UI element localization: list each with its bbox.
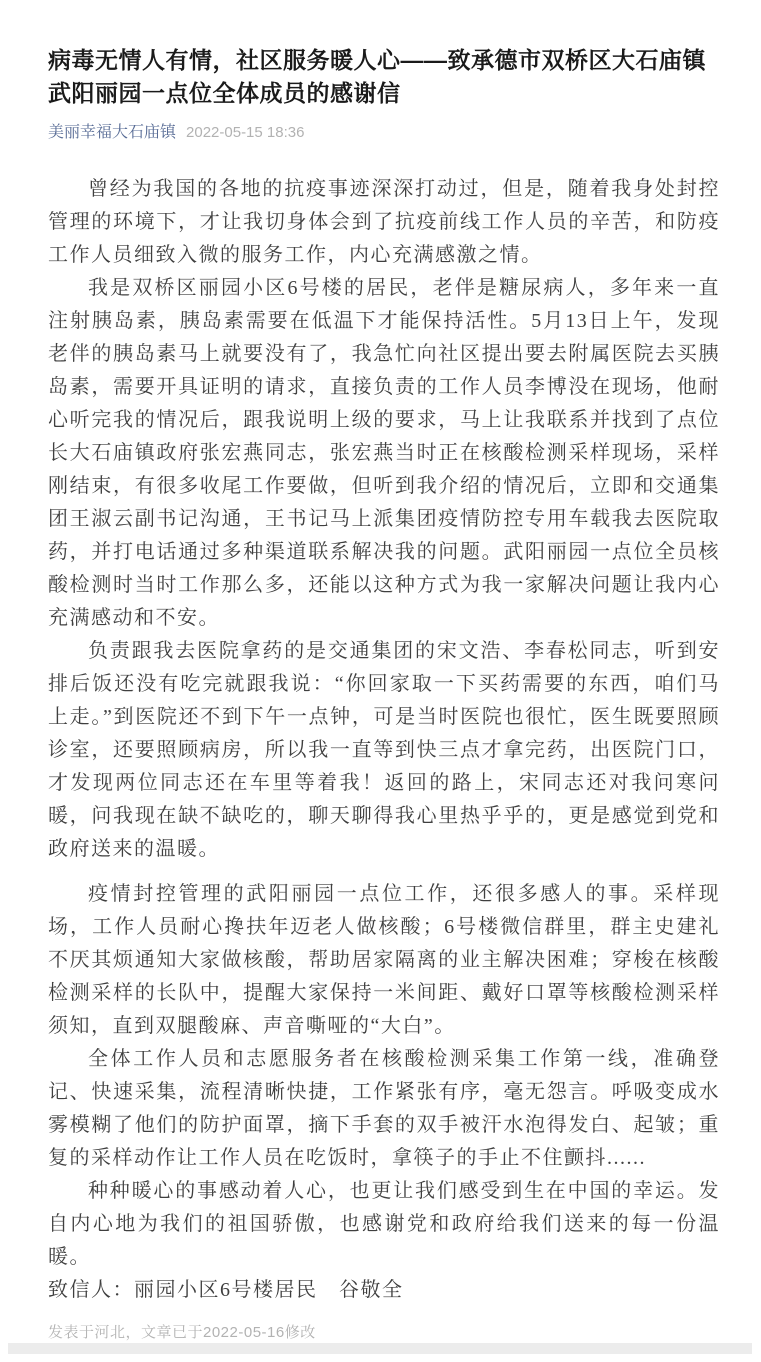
article-title: 病毒无情人有情，社区服务暖人心——致承德市双桥区大石庙镇武阳丽园一点位全体成员的感谢信 — [48, 47, 706, 106]
footer-note — [48, 1323, 720, 1343]
paragraph: 疫情封控管理的武阳丽园一点位工作，还很多感人的事。采样现场，工作人员耐心搀扶年迈老人做核酸；6号楼微信群里，群主史建礼不厌其烦通知大家做核酸，帮助居家隔离的业主解决困难；穿梭在核酸检测采样的长队中，提醒大家保持一米间距、戴好口罩等核酸检测采样须知，直到双腿酸麻、声音嘶哑的“大白”。 — [48, 883, 720, 1037]
signature-line: 致信人：丽园小区6号楼居民 谷敬全 — [48, 1279, 404, 1301]
paragraph: 种种暖心的事感动着人心，也更让我们感受到生在中国的幸运。发自内心地为我们的祖国骄傲，也感谢党和政府给我们送来的每一份温暖。 — [48, 1180, 720, 1268]
paragraph: 曾经为我国的各地的抗疫事迹深深打动过，但是，随着我身处封控管理的环境下，才让我切身体会到了抗疫前线工作人员的辛苦，和防疫工作人员细致入微的服务工作，内心充满感激之情。 — [48, 178, 720, 266]
publish-timestamp: 2022-05-15 18:36 — [186, 124, 305, 141]
footer-note-text: 发表于河北，文章已于2022-05-16修改 — [48, 1324, 316, 1341]
bottom-divider-bar — [8, 1343, 752, 1354]
paragraph: 全体工作人员和志愿服务者在核酸检测采集工作第一线，准确登记、快速采集，流程清晰快捷，工作紧张有序，毫无怨言。呼吸变成水雾模糊了他们的防护面罩，摘下手套的双手被汗水泡得发白、起皱；重复的采样动作让工作人员在吃饭时，拿筷子的手止不住颤抖...... — [48, 1048, 720, 1169]
paragraph: 负责跟我去医院拿药的是交通集团的宋文浩、李春松同志，听到安排后饭还没有吃完就跟我说：“你回家取一下买药需要的东西，咱们马上走。”到医院还不到下午一点钟，可是当时医院也很忙，医生既要照顾诊室，还要照顾病房，所以我一直等到快三点才拿完药，出医院门口，才发现两位同志还在车里等着我！返回的路上，宋同志还对我问寒问暖，问我现在缺不缺吃的，聊天聊得我心里热乎乎的，更是感觉到党和政府送来的温暖。 — [48, 640, 720, 860]
author-account-link[interactable]: 美丽幸福大石庙镇 — [48, 124, 177, 141]
article-content — [48, 173, 720, 1307]
paragraph: 我是双桥区丽园小区6号楼的居民，老伴是糖尿病人，多年来一直注射胰岛素，胰岛素需要在低温下才能保持活性。5月13日上午，发现老伴的胰岛素马上就要没有了，我急忙向社区提出要去附属医院去买胰岛素，需要开具证明的请求，直接负责的工作人员李博没在现场，他耐心听完我的情况后，跟我说明上级的要求，马上让我联系并找到了点位长大石庙镇政府张宏燕同志，张宏燕当时正在核酸检测采样现场，采样刚结束，有很多收尾工作要做，但听到我介绍的情况后，立即和交通集团王淑云副书记沟通，王书记马上派集团疫情防控专用车载我去医院取药，并打电话通过多种渠道联系解决我的问题。武阳丽园一点位全员核酸检测时当时工作那么多，还能以这种方式为我一家解决问题让我内心充满感动和不安。 — [48, 277, 720, 629]
article-meta — [48, 123, 720, 143]
